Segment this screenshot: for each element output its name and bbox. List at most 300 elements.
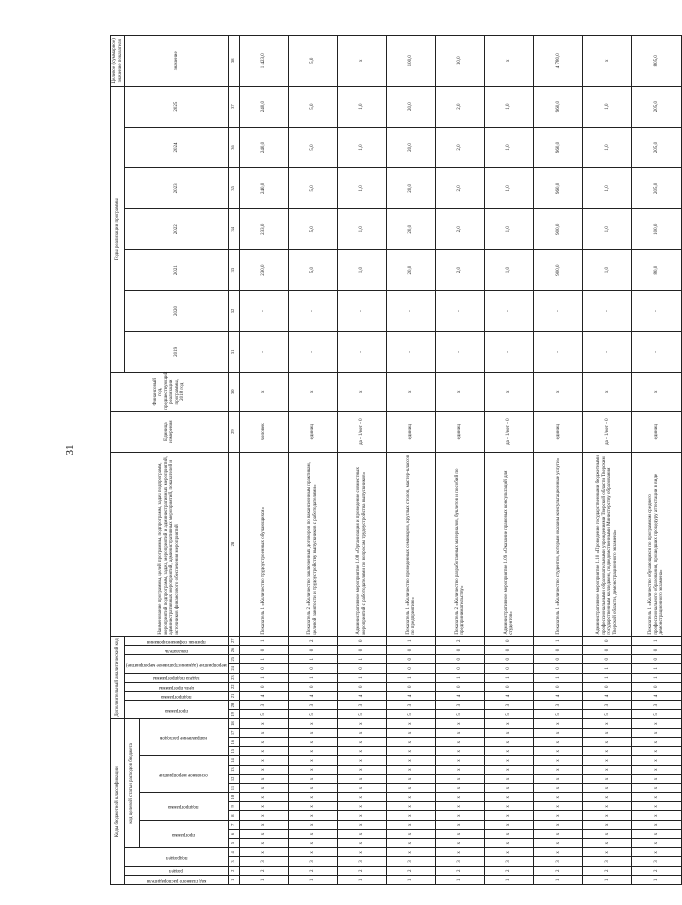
- header-target-subprogram: подпрограмма: [139, 793, 228, 821]
- column-number: 28: [228, 452, 239, 636]
- column-number: 30: [228, 372, 239, 411]
- code-cell: 0: [534, 682, 583, 691]
- code-cell: x: [632, 747, 681, 756]
- code-cell: x: [534, 765, 583, 774]
- code-cell: 1: [534, 875, 583, 884]
- code-cell: x: [386, 802, 435, 811]
- additional-code-header: Дополнительный аналитический код: [111, 636, 125, 719]
- target-total-cell: 10,0: [436, 36, 485, 87]
- code-cell: 0: [288, 682, 337, 691]
- code-cell: 4: [386, 691, 435, 700]
- value-2019-cell: -: [436, 331, 485, 372]
- value-2019-cell: -: [386, 331, 435, 372]
- year-2023: 2023: [125, 168, 229, 209]
- header-subprogram: подпрограмма: [125, 691, 229, 700]
- base-year-cell: х: [239, 372, 288, 411]
- code-cell: 1: [534, 673, 583, 682]
- code-cell: x: [583, 783, 632, 792]
- code-cell: 0: [583, 655, 632, 664]
- value-2023-cell: 1,0: [485, 168, 534, 209]
- unit-cell: единиц: [436, 411, 485, 452]
- value-2025-cell: 5,0: [288, 86, 337, 127]
- column-number: 1: [228, 875, 239, 884]
- code-cell: 0: [436, 682, 485, 691]
- code-cell: x: [583, 793, 632, 802]
- code-cell: x: [583, 802, 632, 811]
- header-target-program: программа: [139, 820, 228, 848]
- code-cell: x: [337, 719, 386, 728]
- target-total-cell: 5,0: [288, 36, 337, 87]
- code-cell: x: [386, 820, 435, 829]
- code-cell: 0: [239, 664, 288, 673]
- code-cell: 5: [583, 710, 632, 719]
- base-year-cell: х: [534, 372, 583, 411]
- code-cell: 5: [485, 710, 534, 719]
- code-cell: x: [239, 747, 288, 756]
- code-cell: 1: [337, 673, 386, 682]
- header-activity: мероприятие (административное мероприятие): [125, 655, 229, 673]
- value-2019-cell: -: [288, 331, 337, 372]
- code-cell: 1: [485, 673, 534, 682]
- code-cell: x: [485, 829, 534, 838]
- year-2025: 2025: [125, 86, 229, 127]
- code-cell: x: [485, 839, 534, 848]
- code-cell: 5: [288, 710, 337, 719]
- code-cell: x: [436, 738, 485, 747]
- code-cell: x: [386, 738, 435, 747]
- value-2019-cell: -: [632, 331, 681, 372]
- code-cell: x: [288, 783, 337, 792]
- value-2021-cell: 1,0: [485, 250, 534, 291]
- value-2020-cell: -: [436, 291, 485, 332]
- code-cell: x: [337, 756, 386, 765]
- code-cell: x: [288, 848, 337, 857]
- code-cell: x: [534, 811, 583, 820]
- column-number: 19: [228, 710, 239, 719]
- code-cell: x: [632, 793, 681, 802]
- code-cell: 2: [485, 866, 534, 875]
- code-cell: x: [583, 756, 632, 765]
- code-cell: 3: [386, 701, 435, 710]
- code-cell: x: [239, 802, 288, 811]
- code-cell: 0: [288, 664, 337, 673]
- code-cell: x: [534, 738, 583, 747]
- code-cell: x: [436, 719, 485, 728]
- value-2021-cell: 20,0: [386, 250, 435, 291]
- value-2023-cell: 1,0: [337, 168, 386, 209]
- column-number: 23: [228, 673, 239, 682]
- code-cell: x: [239, 848, 288, 857]
- code-cell: 2: [632, 866, 681, 875]
- code-cell: 5: [337, 710, 386, 719]
- code-cell: x: [337, 747, 386, 756]
- value-2024-cell: 5,0: [288, 127, 337, 168]
- code-cell: 0: [386, 664, 435, 673]
- code-cell: x: [485, 848, 534, 857]
- value-header: значение: [125, 36, 229, 87]
- value-2020-cell: -: [386, 291, 435, 332]
- code-cell: 0: [436, 655, 485, 664]
- code-cell: 5: [632, 710, 681, 719]
- header-program: программа: [125, 701, 229, 719]
- column-number: 29: [228, 411, 239, 452]
- code-cell: 4: [288, 691, 337, 700]
- program-table-sheet: [110, 35, 665, 885]
- code-cell: 3: [583, 857, 632, 866]
- column-number: 38: [228, 36, 239, 87]
- code-cell: 1: [337, 875, 386, 884]
- description-cell: Показатель 2 «Количество заключенных договоров по вакансионным практикам, целевой занятости и трудоустройству выпускников с работодателями»: [288, 452, 337, 636]
- code-cell: x: [485, 738, 534, 747]
- target-total-cell: 100,0: [386, 36, 435, 87]
- code-cell: 3: [485, 857, 534, 866]
- header-task: задача подпрограммы: [125, 673, 229, 682]
- column-number: 36: [228, 127, 239, 168]
- year-2021: 2021: [125, 250, 229, 291]
- code-cell: 0: [632, 655, 681, 664]
- code-cell: 0: [632, 645, 681, 654]
- table-row: [436, 36, 485, 885]
- header-cofinancing: признак софинансирования: [125, 636, 229, 645]
- code-cell: 1: [239, 636, 288, 645]
- code-cell: 0: [436, 645, 485, 654]
- value-2022-cell: 20,0: [386, 209, 435, 250]
- value-2025-cell: 240,0: [239, 86, 288, 127]
- code-cell: x: [337, 774, 386, 783]
- column-number: 27: [228, 636, 239, 645]
- value-2023-cell: 20,0: [386, 168, 435, 209]
- value-2019-cell: -: [583, 331, 632, 372]
- value-2021-cell: 1,0: [337, 250, 386, 291]
- value-2024-cell: 960,0: [534, 127, 583, 168]
- code-cell: x: [239, 783, 288, 792]
- value-2024-cell: 20,0: [386, 127, 435, 168]
- target-total-cell: 4 780,0: [534, 36, 583, 87]
- unit-header: Единица измерения: [111, 411, 229, 452]
- code-cell: x: [386, 747, 435, 756]
- code-cell: 1: [239, 655, 288, 664]
- code-cell: 2: [337, 866, 386, 875]
- code-cell: x: [485, 765, 534, 774]
- code-cell: x: [337, 820, 386, 829]
- column-number: 24: [228, 664, 239, 673]
- code-cell: 0: [386, 682, 435, 691]
- code-cell: x: [583, 839, 632, 848]
- code-cell: 5: [386, 710, 435, 719]
- value-2023-cell: 240,0: [239, 168, 288, 209]
- code-cell: x: [534, 783, 583, 792]
- rotated-sheet-wrapper: [110, 35, 665, 885]
- table-row: [632, 36, 681, 885]
- code-cell: x: [386, 774, 435, 783]
- value-2023-cell: 205,0: [632, 168, 681, 209]
- code-cell: x: [239, 738, 288, 747]
- code-cell: x: [632, 783, 681, 792]
- code-cell: 1: [632, 664, 681, 673]
- code-cell: 0: [436, 664, 485, 673]
- description-cell: Административное мероприятие 1.10 «Проведение государственными бюджетными профессиональными образовательными учреждениями Тверской области Тверским государственным колледжем, подведомственными Министерству образования Тверской области, демонстрационного экзамена»: [583, 452, 632, 636]
- sub-class-code-header: код целевой статьи расходов бюджета: [125, 719, 140, 848]
- code-cell: 1: [632, 636, 681, 645]
- code-cell: 2: [288, 636, 337, 645]
- code-cell: 0: [239, 645, 288, 654]
- code-cell: x: [337, 811, 386, 820]
- value-2024-cell: 1,0: [485, 127, 534, 168]
- code-cell: 1: [583, 664, 632, 673]
- code-cell: x: [337, 839, 386, 848]
- code-cell: x: [436, 839, 485, 848]
- base-year-cell: х: [386, 372, 435, 411]
- code-cell: x: [337, 802, 386, 811]
- value-2021-cell: 900,0: [534, 250, 583, 291]
- column-number: 21: [228, 691, 239, 700]
- column-number: 34: [228, 209, 239, 250]
- unit-cell: единиц: [632, 411, 681, 452]
- code-cell: x: [485, 719, 534, 728]
- code-cell: x: [632, 829, 681, 838]
- value-2019-cell: -: [534, 331, 583, 372]
- year-2020: 2020: [125, 291, 229, 332]
- code-cell: 0: [583, 682, 632, 691]
- code-cell: 3: [337, 701, 386, 710]
- code-cell: 2: [239, 866, 288, 875]
- value-2024-cell: 240,0: [239, 127, 288, 168]
- code-cell: x: [337, 783, 386, 792]
- code-cell: x: [337, 765, 386, 774]
- code-cell: 3: [632, 701, 681, 710]
- code-cell: x: [485, 728, 534, 737]
- code-cell: x: [239, 765, 288, 774]
- code-cell: 3: [239, 857, 288, 866]
- code-cell: x: [436, 783, 485, 792]
- column-number: 22: [228, 682, 239, 691]
- code-cell: x: [288, 747, 337, 756]
- value-2021-cell: 80,0: [632, 250, 681, 291]
- description-cell: Показатель 1 «Количество обучающихся по программам среднего профессионального образования, прошедших процедуру аттестации в виде демонстрационного экзамена»: [632, 452, 681, 636]
- code-cell: x: [632, 738, 681, 747]
- code-cell: x: [583, 747, 632, 756]
- code-cell: x: [239, 839, 288, 848]
- code-cell: x: [485, 774, 534, 783]
- code-cell: x: [485, 793, 534, 802]
- code-cell: x: [583, 820, 632, 829]
- base-year-cell: х: [632, 372, 681, 411]
- target-total-cell: 1 423,0: [239, 36, 288, 87]
- description-cell: Показатель 2 «Количество разработанных материалов, буклетов и пособий по предпринимательству»: [436, 452, 485, 636]
- unit-cell: единиц: [386, 411, 435, 452]
- column-number: 35: [228, 168, 239, 209]
- code-cell: 1: [337, 655, 386, 664]
- code-cell: x: [288, 719, 337, 728]
- table-row: [534, 36, 583, 885]
- code-cell: x: [386, 793, 435, 802]
- value-2025-cell: 205,0: [632, 86, 681, 127]
- description-cell: Показатель 1 «Количество проведенных семинаров, круглых столов, мастер-классов по предприятию»: [386, 452, 435, 636]
- description-cell: Показатель 1 «Количество студентов, которым оказаны консультационные услуги»: [534, 452, 583, 636]
- unit-cell: человек: [239, 411, 288, 452]
- code-cell: x: [534, 848, 583, 857]
- code-cell: x: [632, 756, 681, 765]
- code-cell: 0: [485, 636, 534, 645]
- code-cell: x: [534, 747, 583, 756]
- column-number: 13: [228, 765, 239, 774]
- column-number-row: [228, 36, 239, 885]
- value-2020-cell: -: [583, 291, 632, 332]
- code-cell: 2: [436, 866, 485, 875]
- code-cell: x: [239, 793, 288, 802]
- code-cell: x: [239, 820, 288, 829]
- code-cell: 2: [534, 866, 583, 875]
- column-number: 37: [228, 86, 239, 127]
- value-2020-cell: -: [485, 291, 534, 332]
- code-cell: x: [386, 765, 435, 774]
- value-2022-cell: 2,0: [436, 209, 485, 250]
- code-cell: x: [386, 829, 435, 838]
- value-2025-cell: 1,0: [583, 86, 632, 127]
- code-cell: x: [239, 829, 288, 838]
- header-chief-manager: код главного распорядителя: [125, 875, 229, 884]
- code-cell: 0: [534, 645, 583, 654]
- header-section: раздел: [125, 866, 229, 875]
- value-2024-cell: 205,0: [632, 127, 681, 168]
- code-cell: x: [436, 811, 485, 820]
- code-cell: x: [288, 829, 337, 838]
- code-cell: 3: [337, 857, 386, 866]
- value-2024-cell: 1,0: [583, 127, 632, 168]
- code-cell: x: [583, 774, 632, 783]
- code-cell: x: [485, 783, 534, 792]
- value-2022-cell: 1,0: [485, 209, 534, 250]
- code-cell: 0: [534, 655, 583, 664]
- column-number: 26: [228, 645, 239, 654]
- year-2022: 2022: [125, 209, 229, 250]
- description-cell: Административное мероприятие 1.08 «Организация и проведение совместных мероприятий с работодателями по вопросам трудоустройства выпускников»: [337, 452, 386, 636]
- code-cell: x: [534, 802, 583, 811]
- code-cell: x: [485, 747, 534, 756]
- code-cell: x: [239, 811, 288, 820]
- code-cell: x: [288, 839, 337, 848]
- code-cell: 1: [436, 875, 485, 884]
- code-cell: x: [534, 820, 583, 829]
- code-cell: x: [534, 839, 583, 848]
- value-2024-cell: 1,0: [337, 127, 386, 168]
- code-cell: 0: [337, 682, 386, 691]
- target-total-cell: х: [583, 36, 632, 87]
- code-cell: 2: [436, 636, 485, 645]
- code-cell: 0: [337, 636, 386, 645]
- code-cell: 4: [337, 691, 386, 700]
- code-cell: 3: [386, 857, 435, 866]
- code-cell: x: [534, 728, 583, 737]
- column-number: 25: [228, 655, 239, 664]
- value-2021-cell: 1,0: [583, 250, 632, 291]
- code-cell: x: [337, 728, 386, 737]
- code-cell: 3: [288, 701, 337, 710]
- code-cell: x: [583, 719, 632, 728]
- code-cell: 2: [288, 866, 337, 875]
- code-cell: x: [288, 765, 337, 774]
- code-cell: x: [632, 774, 681, 783]
- code-cell: 1: [239, 673, 288, 682]
- value-2019-cell: -: [485, 331, 534, 372]
- code-cell: 1: [386, 875, 435, 884]
- value-2022-cell: 5,0: [288, 209, 337, 250]
- header-main-activity: основное мероприятие: [139, 756, 228, 793]
- code-cell: x: [632, 802, 681, 811]
- code-cell: 1: [436, 673, 485, 682]
- value-2025-cell: 2,0: [436, 86, 485, 127]
- code-cell: x: [239, 719, 288, 728]
- code-cell: 0: [485, 682, 534, 691]
- code-cell: x: [632, 848, 681, 857]
- page-number: 31: [64, 444, 76, 456]
- column-number: 33: [228, 250, 239, 291]
- value-2022-cell: 1,0: [583, 209, 632, 250]
- code-cell: 3: [534, 701, 583, 710]
- unit-cell: да - 1/нет - 0: [485, 411, 534, 452]
- code-cell: x: [485, 811, 534, 820]
- code-cell: 0: [239, 682, 288, 691]
- code-cell: 3: [239, 701, 288, 710]
- code-cell: 0: [485, 655, 534, 664]
- value-2020-cell: -: [337, 291, 386, 332]
- value-2021-cell: 2,0: [436, 250, 485, 291]
- target-total-cell: х: [337, 36, 386, 87]
- code-cell: x: [288, 738, 337, 747]
- target-total-cell: 805,0: [632, 36, 681, 87]
- code-cell: 1: [485, 875, 534, 884]
- value-2022-cell: 1,0: [337, 209, 386, 250]
- code-cell: 1: [632, 673, 681, 682]
- column-number: 10: [228, 793, 239, 802]
- column-number: 9: [228, 802, 239, 811]
- column-number: 3: [228, 857, 239, 866]
- code-cell: x: [583, 811, 632, 820]
- code-cell: 4: [239, 691, 288, 700]
- table-row: [288, 36, 337, 885]
- code-cell: x: [386, 811, 435, 820]
- year-2024: 2024: [125, 127, 229, 168]
- code-cell: 3: [485, 701, 534, 710]
- base-year-cell: х: [436, 372, 485, 411]
- code-cell: 5: [534, 710, 583, 719]
- column-number: 20: [228, 701, 239, 710]
- code-cell: x: [485, 802, 534, 811]
- code-cell: 1: [386, 636, 435, 645]
- code-cell: 3: [436, 701, 485, 710]
- header-goal: цель программы: [125, 682, 229, 691]
- header-indicator: показатель: [125, 645, 229, 654]
- code-cell: 1: [288, 655, 337, 664]
- code-cell: 3: [632, 857, 681, 866]
- code-cell: x: [632, 811, 681, 820]
- code-cell: 0: [632, 682, 681, 691]
- column-number: 11: [228, 783, 239, 792]
- code-cell: x: [337, 738, 386, 747]
- code-cell: x: [632, 839, 681, 848]
- code-cell: 0: [386, 655, 435, 664]
- code-cell: 5: [239, 710, 288, 719]
- column-number: 31: [228, 331, 239, 372]
- unit-cell: да - 1/нет - 0: [583, 411, 632, 452]
- column-number: 2: [228, 866, 239, 875]
- value-2022-cell: 100,0: [632, 209, 681, 250]
- column-number: 7: [228, 820, 239, 829]
- code-cell: 4: [534, 691, 583, 700]
- code-cell: x: [386, 839, 435, 848]
- value-2022-cell: 900,0: [534, 209, 583, 250]
- unit-cell: единиц: [288, 411, 337, 452]
